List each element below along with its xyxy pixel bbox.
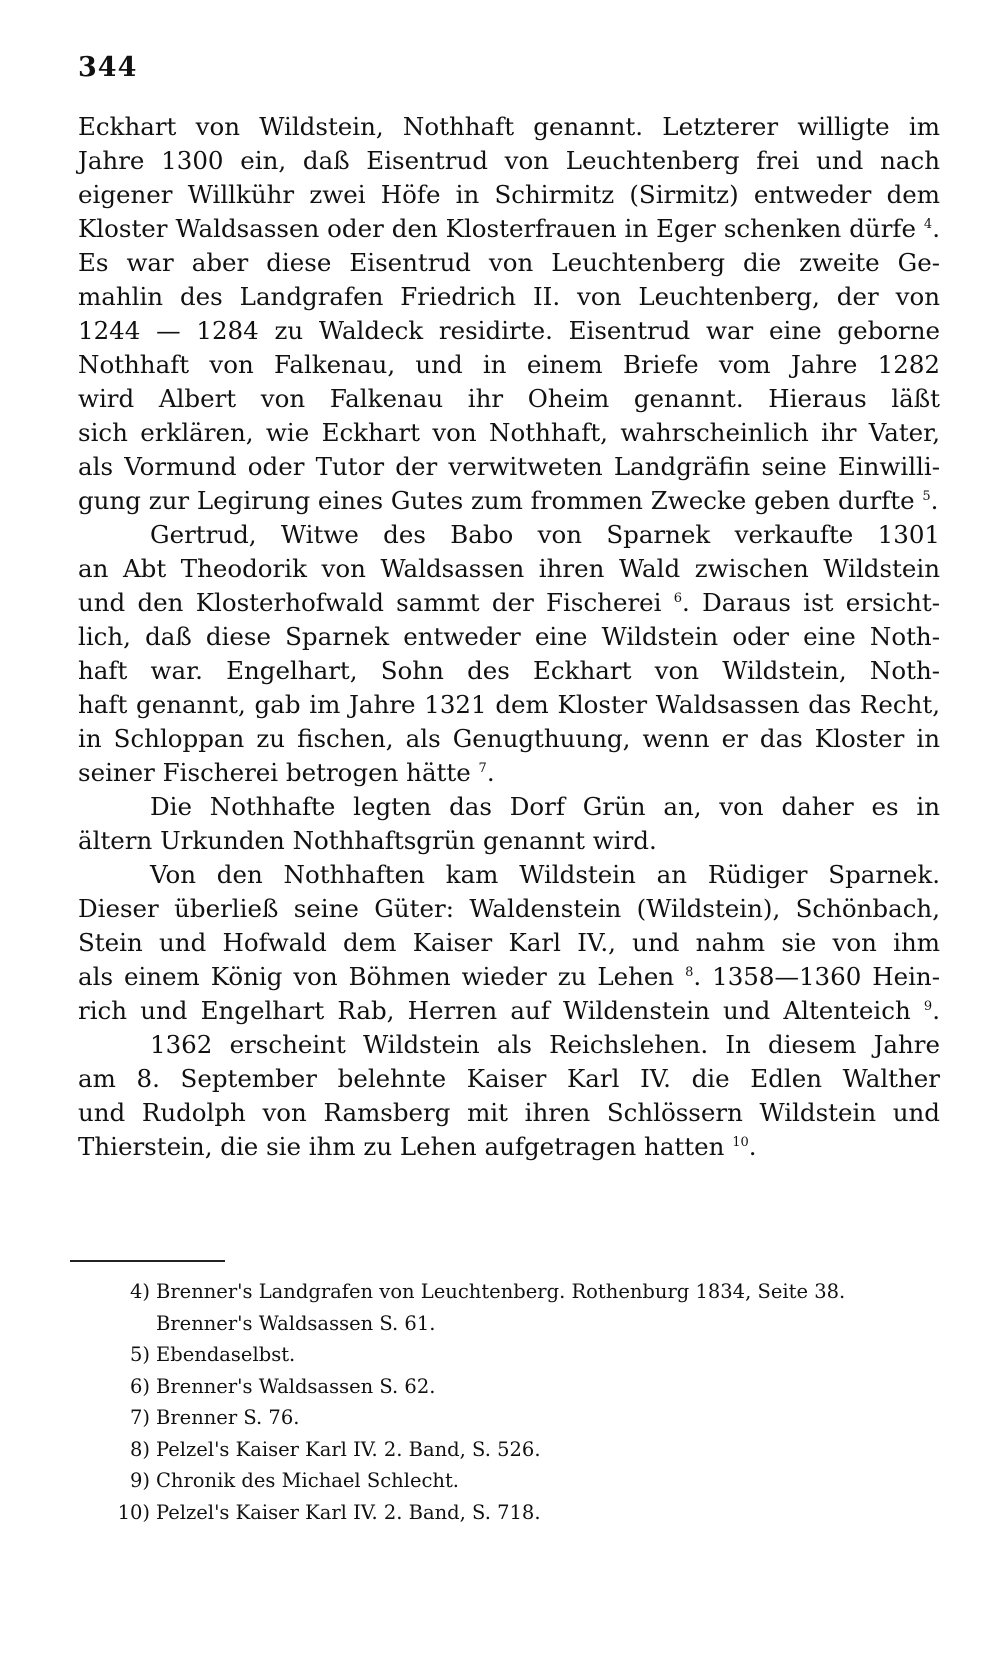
text-segment: . [748,1132,757,1161]
footnote-text: Pelzel's Kaiser Karl IV. 2. Band, S. 526. [156,1437,541,1461]
footnote-number: 10) [117,1500,150,1524]
text-segment: . [932,996,940,1025]
footnote [112,1402,942,1434]
footnote-ref: 8 [685,964,694,980]
footnote [112,1371,942,1403]
text-line: Dieser überließ seine Güter: Waldenstein (Wildstein), Schönbach, [78,894,940,923]
text-line: und Rudolph von Ramsberg mit ihren Schlössern Wildstein und [78,1098,940,1127]
footnote-number: 9) [129,1469,150,1492]
footnote-ref: 4 [923,216,933,232]
text-line: sich erklären, wie Eckhart von Nothhaft, wahrscheinlich ihr Vater, [78,418,940,447]
footnote [112,1434,942,1466]
text-segment: Kloster Waldsassen oder den Klosterfrauen in Eger schenken dürfe [78,214,916,243]
text-line: am 8. September belehnte Kaiser Karl IV. die Edlen Walther [78,1064,940,1093]
text-segment: gung zur Legirung eines Gutes zum frommen Zwecke geben durfte [78,486,915,515]
footnote [112,1308,942,1340]
text-line: haft war. Engelhart, Sohn des Eckhart von Wildstein, Noth- [78,656,940,685]
text-line: Die Nothhafte legten das Dorf Grün an, von daher es in [150,792,940,821]
text-line: Es war aber diese Eisentrud von Leuchtenberg die zweite Ge- [78,248,940,277]
page-number: 344 [78,52,138,83]
footnote-number: 5) [129,1343,150,1366]
text-line: Von den Nothhaften kam Wildstein an Rüdiger Sparnek. [150,860,940,889]
footnote [112,1276,942,1308]
footnote-text: Brenner's Landgrafen von Leuchtenberg. Rothenburg 1834, Seite 38. [156,1280,846,1303]
footnote-text: Pelzel's Kaiser Karl IV. 2. Band, S. 718. [156,1500,541,1524]
footnote-text: Brenner's Waldsassen S. 61. [156,1311,436,1335]
text-line: als Vormund oder Tutor der verwitweten Landgräfin seine Einwilli- [78,452,940,481]
text-line: lich, daß diese Sparnek entweder eine Wildstein oder eine Noth- [78,622,940,651]
text-line: 1362 erscheint Wildstein als Reichslehen. In diesem Jahre [150,1030,940,1059]
footnote-number: 7) [129,1406,150,1429]
text-line [78,960,940,994]
text-segment: als einem König von Böhmen wieder zu Lehen [78,962,675,991]
text-segment: . Daraus ist ersicht- [682,588,940,617]
text-line [78,484,940,518]
text-segment: . 1358—1360 Hein- [693,962,940,991]
footnote-ref: 5 [922,488,931,504]
text-line [78,586,940,620]
text-line: Nothhaft von Falkenau, und in einem Briefe vom Jahre 1282 [78,350,940,379]
text-line [78,1130,940,1164]
footnote-ref: 7 [478,760,487,776]
footnote-number: 8) [129,1437,150,1461]
text-line: eigener Willkühr zwei Höfe in Schirmitz (Sirmitz) entweder dem [78,180,940,209]
text-segment: . [932,214,940,243]
text-segment: Thierstein, die sie ihm zu Lehen aufgetragen hatten [78,1132,725,1161]
text-line: an Abt Theodorik von Waldsassen ihren Wald zwischen Wildstein [78,554,940,583]
text-line [78,212,940,246]
text-segment: rich und Engelhart Rab, Herren auf Wildenstein und Altenteich [78,996,911,1025]
text-segment: . [486,758,495,787]
text-segment: . [930,486,939,515]
footnote-text: Ebendaselbst. [156,1343,296,1366]
text-line: Stein und Hofwald dem Kaiser Karl IV., und nahm sie von ihm [78,928,940,957]
text-line: mahlin des Landgrafen Friedrich II. von Leuchtenberg, der von [78,282,940,311]
text-line: 1244 — 1284 zu Waldeck residirte. Eisentrud war eine geborne [78,316,940,345]
text-segment: und den Klosterhofwald sammt der Fischerei [78,588,662,617]
text-line: Eckhart von Wildstein, Nothhaft genannt. Letzterer willigte im [78,112,940,141]
text-line [78,994,940,1028]
text-line: Jahre 1300 ein, daß Eisentrud von Leuchtenberg frei und nach [78,146,940,175]
footnote [112,1497,942,1529]
footnote [112,1339,942,1371]
footnote-ref: 10 [732,1134,749,1150]
footnote [112,1465,942,1497]
footnote-text: Chronik des Michael Schlecht. [156,1469,459,1492]
text-line [78,756,940,790]
footnotes [112,1276,942,1528]
footnote-text: Brenner S. 76. [156,1406,300,1429]
footnote-ref: 6 [673,590,683,606]
text-line: ältern Urkunden Nothhaftsgrün genannt wird. [78,826,657,855]
footnote-number: 4) [129,1280,150,1303]
text-line: Gertrud, Witwe des Babo von Sparnek verkaufte 1301 [150,520,940,549]
footnote-divider [70,1260,225,1262]
text-line: haft genannt, gab im Jahre 1321 dem Kloster Waldsassen das Recht, [78,690,940,719]
text-line: wird Albert von Falkenau ihr Oheim genannt. Hieraus läßt [78,384,940,413]
footnote-ref: 9 [923,998,933,1014]
body-text [78,110,940,1164]
footnote-text: Brenner's Waldsassen S. 62. [156,1374,436,1398]
text-line: in Schloppan zu fischen, als Genugthuung, wenn er das Kloster in [78,724,940,753]
text-segment: seiner Fischerei betrogen hätte [78,758,471,787]
footnote-number: 6) [129,1374,150,1398]
